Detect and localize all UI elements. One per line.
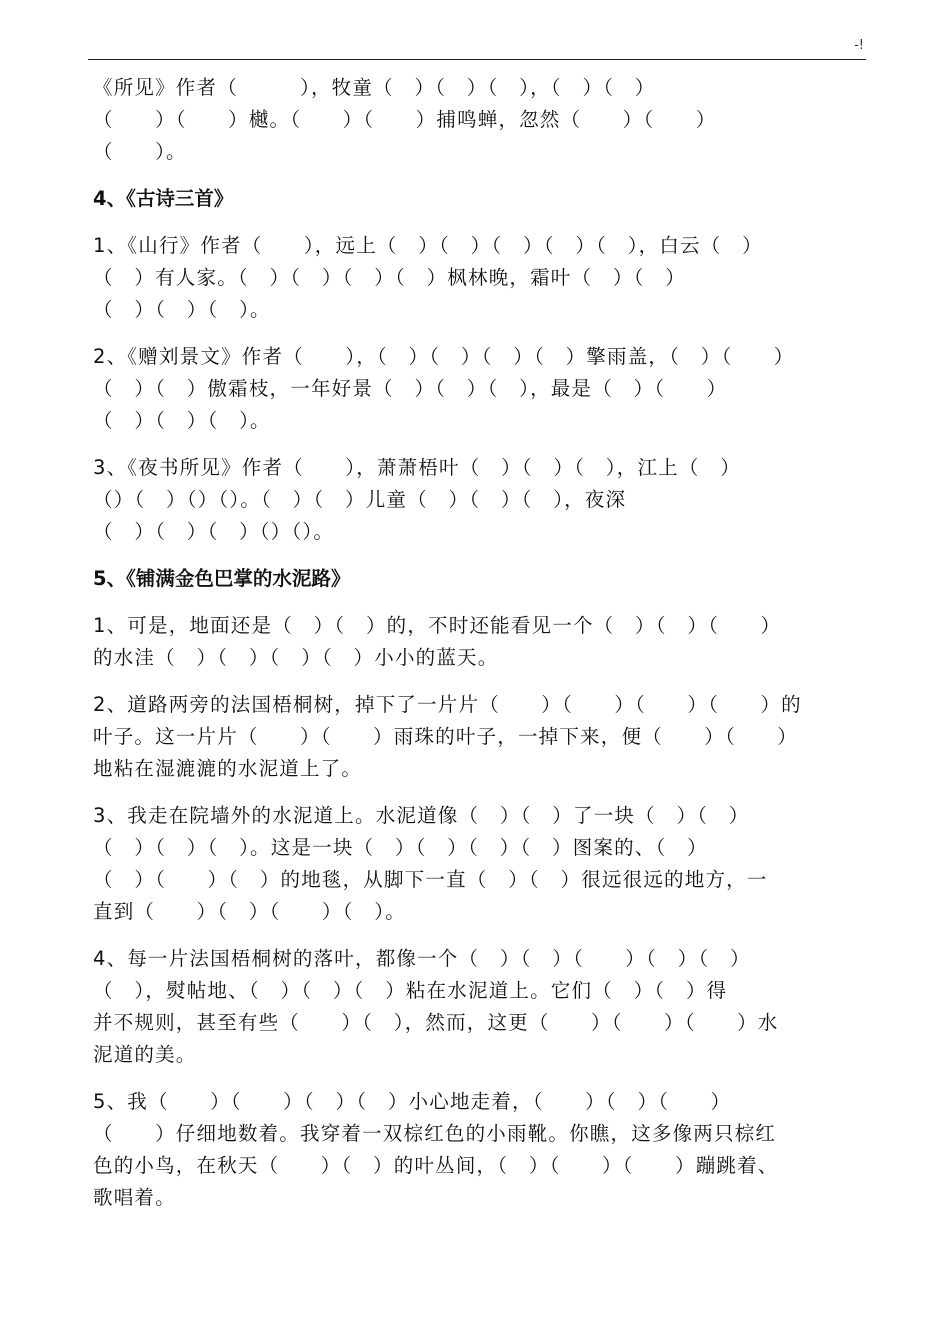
question-paragraph <box>93 610 873 674</box>
text-line: （）（ ）（）（）。（ ）（ ）儿童（ ）（ ）（ ），夜深 <box>93 488 627 511</box>
text-line: 5、我（ ）（ ）（ ）（ ）小心地走着，（ ）（ ）（ ） <box>93 1090 732 1113</box>
header-mark: -! <box>854 38 864 53</box>
text-line: 直到（ ）（ ）（ ）（ ）。 <box>93 900 406 923</box>
question-paragraph <box>93 452 873 548</box>
text-line: 1、可是，地面还是（ ）（ ）的，不时还能看见一个（ ）（ ）（ ） <box>93 614 782 637</box>
text-line: （ ），熨帖地、（ ）（ ）（ ）粘在水泥道上。它们（ ）（ ）得 <box>93 979 728 1002</box>
text-line: （ ）（ ）（ ）的地毯，从脚下一直（ ）（ ）很远很远的地方，一 <box>93 868 768 891</box>
text-line: （ ）（ ）（ ）。 <box>93 409 271 432</box>
text-line: 并不规则，甚至有些（ ）（ ），然而，这更（ ）（ ）（ ）水 <box>93 1011 779 1034</box>
text-line: 歌唱着。 <box>93 1186 176 1209</box>
text-line: 的水洼（ ）（ ）（ ）（ ）小小的蓝天。 <box>93 646 499 669</box>
text-line: （ ）（ ）（ ）。 <box>93 298 271 321</box>
question-paragraph <box>93 230 873 326</box>
section-heading: 5、《铺满金色巴掌的水泥路》 <box>93 567 351 590</box>
question-paragraph <box>93 689 873 785</box>
question-paragraph <box>93 1086 873 1214</box>
text-line: 叶子。这一片片（ ）（ ）雨珠的叶子，一掉下来，便（ ）（ ） <box>93 725 799 748</box>
text-line: 2、道路两旁的法国梧桐树，掉下了一片片（ ）（ ）（ ）（ ）的 <box>93 693 802 716</box>
question-paragraph <box>93 341 873 437</box>
text-line: （ ）有人家。（ ）（ ）（ ）（ ）枫林晚，霜叶（ ）（ ） <box>93 266 686 289</box>
question-paragraph <box>93 943 873 1071</box>
section-heading: 4、《古诗三首》 <box>93 187 234 210</box>
text-line: 《所见》作者（ ），牧童（ ）（ ）（ ），（ ）（ ） <box>93 76 656 99</box>
text-line: 3、我走在院墙外的水泥道上。水泥道像（ ）（ ）了一块（ ）（ ） <box>93 804 750 827</box>
header-rule <box>88 59 866 60</box>
text-line: （ ）。 <box>93 140 187 163</box>
worksheet-content <box>93 72 873 1229</box>
text-line: 2、《赠刘景文》作者（ ），（ ）（ ）（ ）（ ）擎雨盖，（ ）（ ） <box>93 345 795 368</box>
question-paragraph <box>93 800 873 928</box>
question-paragraph <box>93 72 873 168</box>
text-line: （ ）（ ）（ ）。这是一块（ ）（ ）（ ）（ ）图案的、（ ） <box>93 836 708 859</box>
text-line: 4、每一片法国梧桐树的落叶，都像一个（ ）（ ）（ ）（ ）（ ） <box>93 947 751 970</box>
text-line: （ ）（ ）樾。（ ）（ ）捕鸣蝉，忽然（ ）（ ） <box>93 108 717 131</box>
text-line: 地粘在湿漉漉的水泥道上了。 <box>93 757 363 780</box>
text-line: （ ）仔细地数着。我穿着一双棕红色的小雨靴。你瞧，这多像两只棕红 <box>93 1122 777 1145</box>
text-line: 色的小鸟，在秋天（ ）（ ）的叶丛间，（ ）（ ）（ ）蹦跳着、 <box>93 1154 779 1177</box>
text-line: 1、《山行》作者（ ），远上（ ）（ ）（ ）（ ）（ ），白云（ ） <box>93 234 763 257</box>
text-line: 泥道的美。 <box>93 1043 197 1066</box>
text-line: （ ）（ ）（ ）（）（）。 <box>93 520 335 543</box>
text-line: （ ）（ ）傲霜枝，一年好景（ ）（ ）（ ），最是（ ）（ ） <box>93 377 728 400</box>
text-line: 3、《夜书所见》作者（ ），萧萧梧叶（ ）（ ）（ ），江上（ ） <box>93 456 741 479</box>
